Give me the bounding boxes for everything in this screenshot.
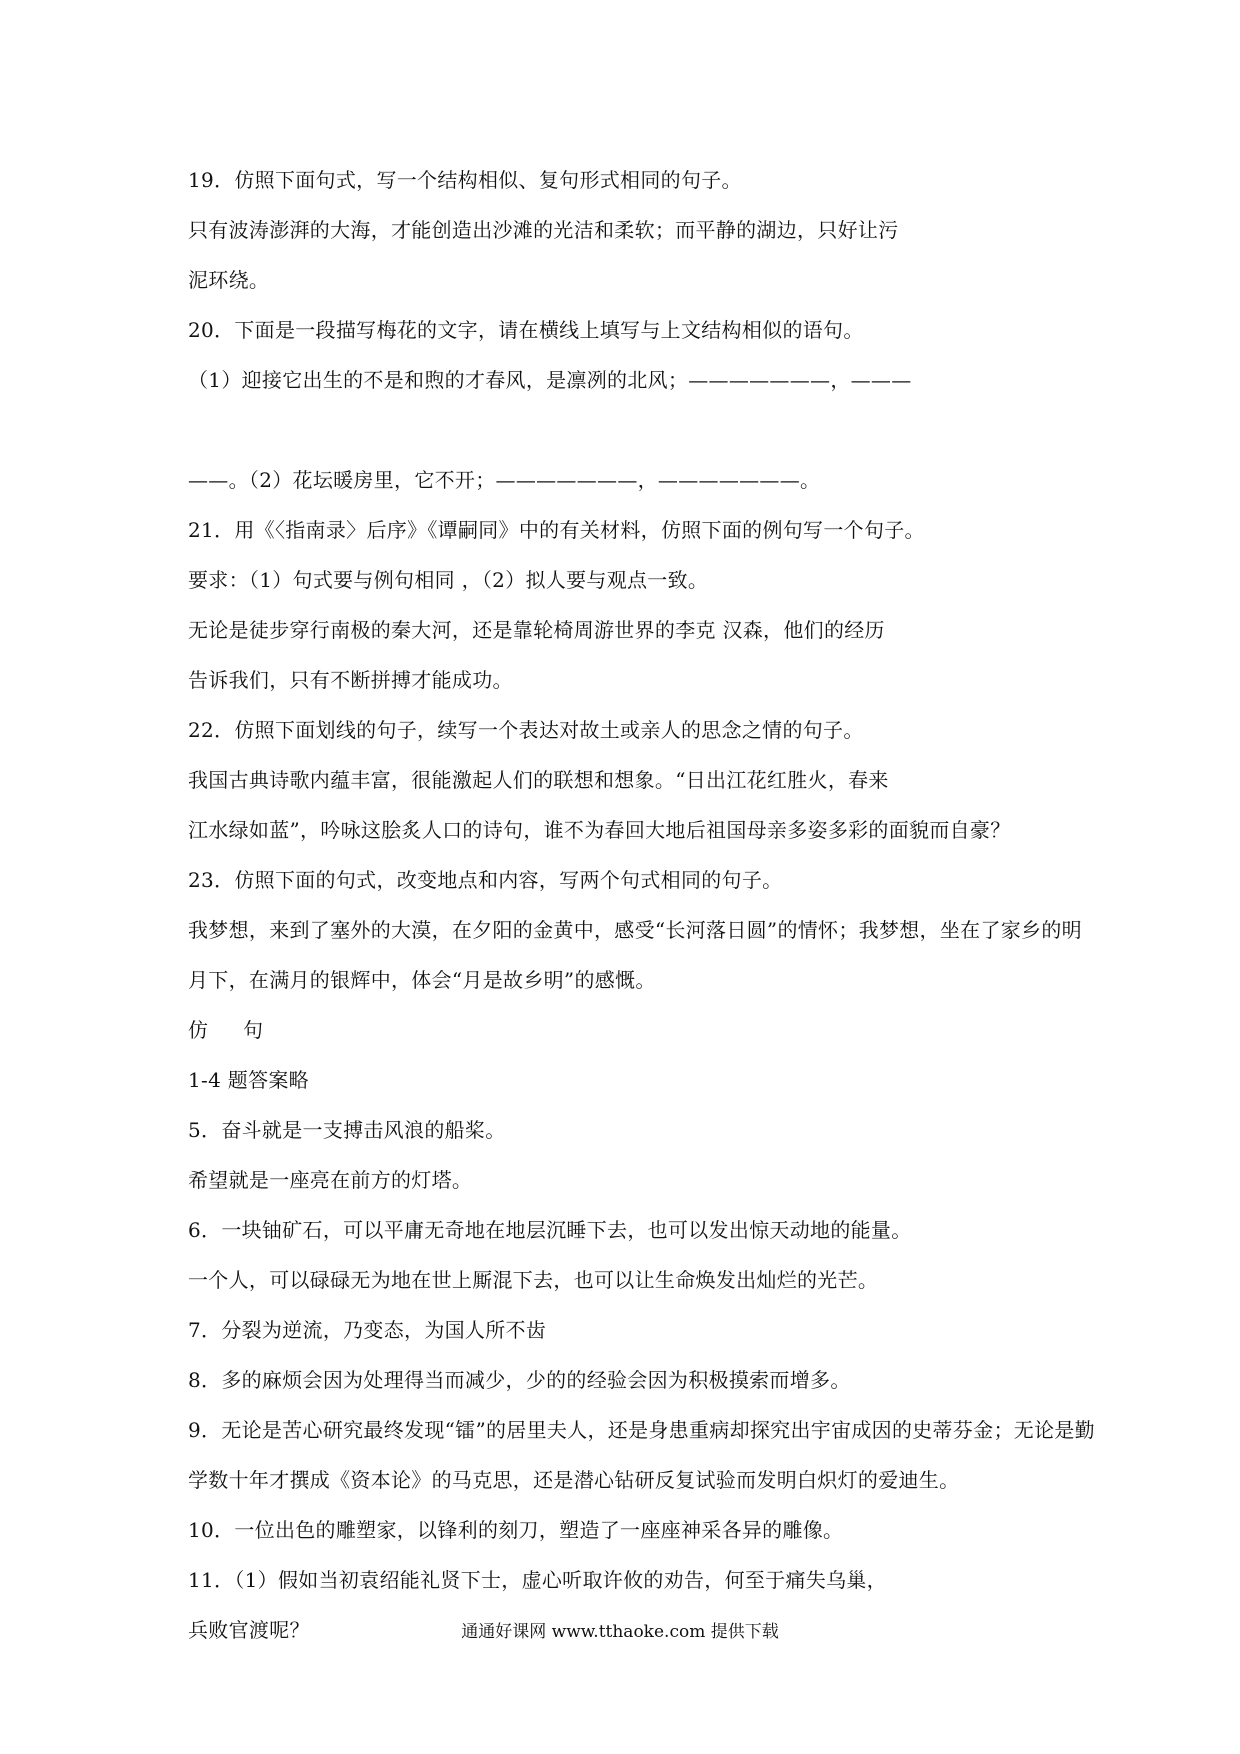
text-line: 我梦想，来到了塞外的大漠，在夕阳的金黄中，感受“长河落日圆”的情怀；我梦想，坐在了家乡的明 xyxy=(188,918,1082,942)
text-line: 泥环绕。 xyxy=(188,268,270,292)
text-line: 只有波涛澎湃的大海，才能创造出沙滩的光洁和柔软；而平静的湖边，只好让污 xyxy=(188,218,899,242)
text-line: 8．多的麻烦会因为处理得当而减少，少的的经验会因为积极摸索而增多。 xyxy=(188,1368,851,1392)
text-line: （1）迎接它出生的不是和煦的才春风，是凛冽的北风；———————，——— xyxy=(188,368,912,392)
text-line: 23．仿照下面的句式，改变地点和内容，写两个句式相同的句子。 xyxy=(188,868,783,892)
text-line: 21．用《〈指南录〉后序》《谭嗣同》中的有关材料，仿照下面的例句写一个句子。 xyxy=(188,518,925,542)
text-line: 22．仿照下面划线的句子，续写一个表达对故土或亲人的思念之情的句子。 xyxy=(188,718,864,742)
text-line: 一个人，可以碌碌无为地在世上厮混下去，也可以让生命焕发出灿烂的光芒。 xyxy=(188,1268,879,1292)
text-line: 无论是徒步穿行南极的秦大河，还是靠轮椅周游世界的李克 汉森，他们的经历 xyxy=(188,618,885,642)
text-line: 告诉我们，只有不断拼搏才能成功。 xyxy=(188,668,513,692)
document-body xyxy=(188,155,1198,1655)
text-line: 江水绿如蓝”，吟咏这脍炙人口的诗句，谁不为春回大地后祖国母亲多姿多彩的面貌而自豪？ xyxy=(188,818,1011,842)
text-line: 19．仿照下面句式，写一个结构相似、复句形式相同的句子。 xyxy=(188,168,742,192)
text-line: 1-4 题答案略 xyxy=(188,1068,309,1092)
text-line: 我国古典诗歌内蕴丰富，很能激起人们的联想和想象。“日出江花红胜火，春来 xyxy=(188,768,889,792)
text-line: ——。（2）花坛暖房里，它不开；———————，———————。 xyxy=(188,468,821,492)
text-line: 9．无论是苦心研究最终发现“镭”的居里夫人，还是身患重病却探究出宇宙成因的史蒂芬金；无论是勤 xyxy=(188,1418,1095,1442)
text-line: 6．一块铀矿石，可以平庸无奇地在地层沉睡下去，也可以发出惊天动地的能量。 xyxy=(188,1218,912,1242)
text-line: 月下，在满月的银辉中，体会“月是故乡明”的感慨。 xyxy=(188,968,656,992)
page-footer: 通通好课网 www.tthaoke.com 提供下载 xyxy=(461,1622,779,1642)
blank-line xyxy=(188,405,1198,455)
text-line: 7．分裂为逆流，乃变态，为国人所不齿 xyxy=(188,1318,547,1342)
text-line: 10．一位出色的雕塑家，以锋利的刻刀，塑造了一座座神采各异的雕像。 xyxy=(188,1518,844,1542)
text-line: 要求：（1）句式要与例句相同 ，（2）拟人要与观点一致。 xyxy=(188,568,709,592)
section-heading: 仿 句 xyxy=(188,1018,264,1042)
text-line: 5．奋斗就是一支搏击风浪的船桨。 xyxy=(188,1118,506,1142)
text-line: 兵败官渡呢？ xyxy=(188,1618,310,1642)
text-line: 学数十年才撰成《资本论》的马克思，还是潜心钻研反复试验而发明白炽灯的爱迪生。 xyxy=(188,1468,960,1492)
text-line: 希望就是一座亮在前方的灯塔。 xyxy=(188,1168,473,1192)
text-line: 20．下面是一段描写梅花的文字，请在横线上填写与上文结构相似的语句。 xyxy=(188,318,864,342)
text-line: 11．（1）假如当初袁绍能礼贤下士，虚心听取许攸的劝告，何至于痛失乌巢， xyxy=(188,1568,887,1592)
